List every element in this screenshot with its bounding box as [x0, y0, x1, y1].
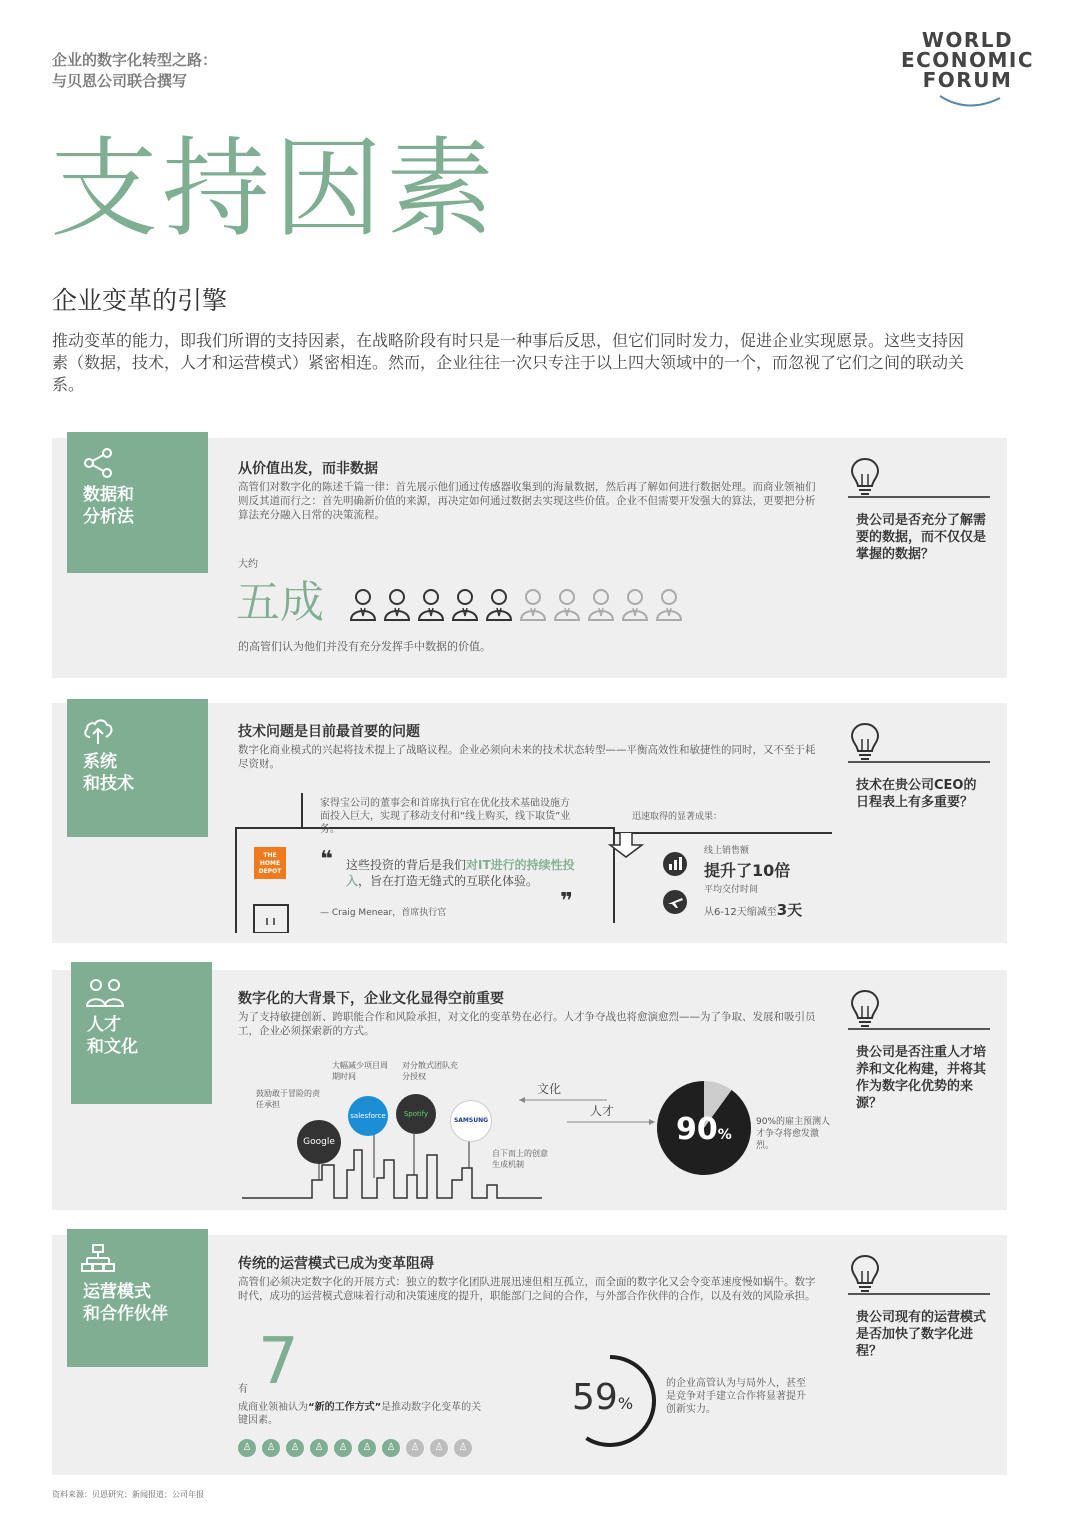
report-header-line1: 企业的数字化转型之路：: [52, 51, 218, 69]
section-body: 数字化商业模式的兴起将技术提上了战略议程。企业必须向未来的技术状态转型——平衡高效性和敏捷性的同时，又不至于耗尽资财。: [238, 744, 816, 770]
source-footer: 资料来源：贝恩研究；新闻报道；公司年报: [52, 1490, 204, 1499]
section-body: 高管们对数字化的陈述千篇一律：首先展示他们通过传感器收集到的海量数据，然后再了解如何进行数据处理。而商业领袖们则反其道而行之：首先明确新价值的来源，再决定如何通过数据去实现这些价值。企业不但需要开发强大的算法，更要把分析算法充分融入日常的决策流程。: [238, 481, 816, 521]
lightbulb-icon: [848, 456, 882, 498]
question-block: [848, 721, 993, 871]
lightbulb-icon: [848, 721, 882, 763]
quote-plain: 这些投资的背后是我们: [346, 858, 467, 872]
executive-person-icon: [654, 586, 684, 622]
leader-dot-icon: ♙: [262, 1439, 280, 1457]
ring-value-label: [572, 1377, 633, 1418]
leader-dot-icon: ♙: [430, 1439, 448, 1457]
cloud-upload-icon: [81, 713, 115, 747]
lightbulb-icon: [848, 988, 882, 1030]
culture-label: 文化: [537, 1082, 562, 1096]
section-tab-label: 运营模式 和合作伙伴: [83, 1282, 168, 1324]
question-text: 技术在贵公司CEO的日程表上有多重要？: [856, 778, 977, 810]
org-chart-icon: [81, 1243, 115, 1277]
section-data-analytics: [52, 438, 1007, 678]
bar-chart-icon: [662, 851, 688, 877]
executive-person-icon: [620, 586, 650, 622]
report-header: [52, 50, 217, 92]
home-depot-logo: THE HOME DEPOT: [254, 847, 286, 879]
report-header-line2: 与贝恩公司联合撰写: [52, 72, 188, 90]
result2-value: 3天: [776, 901, 803, 919]
wef-swoosh-icon: [900, 92, 1035, 112]
logo-line1: WORLD: [921, 28, 1014, 52]
result2-line: [704, 899, 802, 920]
ring-caption: 的企业高管认为与局外人，甚至是竞争对手建立合作将显著提升创新实力。: [666, 1378, 806, 1415]
lightbulb-icon: [848, 1253, 882, 1295]
stat-caption: [238, 1401, 488, 1427]
executive-person-icon: [382, 586, 412, 622]
wef-logo: [900, 30, 1035, 112]
section-tab-label: 数据和 分析法: [83, 485, 134, 527]
result2-mid: 缩减至: [746, 907, 777, 918]
leader-dot-icon: ♙: [406, 1439, 424, 1457]
leader-dot-icon: ♙: [382, 1439, 400, 1457]
talent-label: 人才: [590, 1104, 615, 1118]
pie-value-number: 90: [676, 1112, 718, 1147]
section-tab: [67, 432, 208, 573]
question-rule: [848, 1293, 990, 1295]
ceo-quote: [346, 857, 586, 889]
executive-icons-row: [348, 586, 688, 626]
section-body: 高管们必须决定数字化的开展方式：独立的数字化团队进展迅速但相互孤立，而全面的数字化又会令变革速度慢如蜗牛。数字时代，成功的运营模式意味着行动和决策速度的提升，职能部门之间的合作，与外部合作伙伴的合作，以及有效的风险承担。: [238, 1276, 816, 1302]
question-rule: [848, 496, 990, 498]
results-label: 迅速取得的显著成果：: [632, 812, 723, 822]
leader-dot-icon: ♙: [358, 1439, 376, 1457]
section-heading: 从价值出发，而非数据: [238, 461, 378, 477]
salesforce-caption: 大幅减少项目周期时间: [332, 1061, 388, 1081]
quote-rest: ，旨在打造无缝式的互联化体验。: [358, 874, 539, 888]
open-quote-icon: ❝: [320, 847, 333, 872]
question-block: [848, 988, 993, 1158]
leader-dot-icon: ♙: [286, 1439, 304, 1457]
samsung-caption: 自下而上的创意生成机制: [492, 1149, 548, 1169]
stat-caption-a: 成商业领袖认为: [238, 1402, 308, 1413]
logo-line2: ECONOMIC: [900, 48, 1035, 72]
quote-highlight: 对IT进行的持续性投入: [346, 858, 575, 888]
section-tab: [67, 1229, 208, 1367]
spotify-logo: Spotify: [396, 1094, 436, 1134]
executive-person-icon: [518, 586, 548, 622]
spotify-caption: 对分散式团队充分授权: [402, 1061, 458, 1081]
section-heading: 技术问题是目前最首要的问题: [238, 724, 420, 740]
airplane-icon: [662, 889, 688, 915]
section-tab: [71, 962, 212, 1104]
close-quote-icon: ❞: [560, 889, 573, 914]
leader-dot-icon: ♙: [238, 1439, 256, 1457]
executive-person-icon: [586, 586, 616, 622]
pie-value-label: [676, 1112, 732, 1147]
executive-person-icon: [416, 586, 446, 622]
question-rule: [848, 761, 990, 763]
quote-author: — Craig Menear，首席执行官: [320, 908, 447, 918]
stat-value: 五成: [236, 577, 324, 628]
stat-caption-b: “新的工作方式”: [308, 1402, 382, 1413]
section-tab: [67, 699, 208, 837]
executive-person-icon: [552, 586, 582, 622]
stat-caption: 的高管们认为他们并没有充分发挥手中数据的价值。: [238, 640, 491, 653]
executive-person-icon: [450, 586, 480, 622]
intro-paragraph: 推动变革的能力，即我们所谓的支持因素，在战略阶段有时只是一种事后反思，但它们同时发力，促进企业实现愿景。这些支持因素（数据，技术，人才和运营模式）紧密相连。然而，企业往往一次只专注于以上四大领域中的一个，而忽视了它们之间的联动关系。: [52, 331, 965, 394]
case-description: 家得宝公司的董事会和首席执行官在优化技术基础设施方面投入巨大，实现了移动支付和“线上购买，线下取货”业务。: [320, 798, 571, 835]
question-text: 贵公司是否充分了解需要的数据，而不仅仅是掌握的数据？: [856, 513, 987, 562]
pie-caption: 90%的雇主预测人才争夺将愈发激烈。: [756, 1117, 831, 1151]
pie-percent-sign: %: [717, 1127, 732, 1143]
executive-person-icon: [484, 586, 514, 622]
section-tab-label: 人才 和文化: [87, 1015, 138, 1057]
question-rule: [848, 1028, 990, 1030]
section-systems-technology: [52, 703, 1007, 943]
samsung-logo: SAMSUNG: [450, 1100, 492, 1142]
result2-prefix: 从6-12天: [704, 907, 747, 918]
salesforce-logo: salesforce: [348, 1096, 388, 1136]
result1-label: 线上销售额: [704, 846, 750, 856]
share-icon: [81, 446, 115, 480]
leader-dot-icon: ♙: [454, 1439, 472, 1457]
google-caption: 鼓励敢于冒险的责任承担: [256, 1089, 320, 1109]
question-text: 贵公司现有的运营模式是否加快了数字化进程？: [856, 1310, 987, 1359]
stat-value: 7: [258, 1325, 299, 1399]
section-body: 为了支持敏捷创新、跨职能合作和风险承担，对文化的变革势在必行。人才争夺战也将愈演愈烈——为了争取、发展和吸引员工，企业必须探索新的方式。: [238, 1011, 816, 1037]
section-heading: 数字化的大背景下，企业文化显得空前重要: [238, 991, 504, 1007]
google-logo: Google: [297, 1120, 341, 1164]
stat-prefix: 大约: [238, 559, 258, 570]
page-subtitle: 企业变革的引擎: [52, 286, 228, 315]
page-title: 支持因素: [50, 127, 499, 252]
section-talent-culture: [52, 970, 1007, 1210]
question-text: 贵公司是否注重人才培养和文化构建，并将其作为数字化优势的来源？: [856, 1045, 987, 1111]
leader-dot-icon: ♙: [310, 1439, 328, 1457]
stat-prefix: 有: [238, 1384, 248, 1395]
result1-value: 提升了10倍: [704, 861, 791, 880]
section-tab-label: 系统 和技术: [83, 752, 134, 794]
leader-dot-icon: ♙: [334, 1439, 352, 1457]
ring-percent-sign: %: [617, 1394, 634, 1413]
result2-label: 平均交付时间: [704, 885, 759, 895]
section-operating-model: [52, 1235, 1007, 1475]
ring-value-number: 59: [572, 1377, 618, 1418]
leader-dots-row: [238, 1435, 478, 1455]
executive-person-icon: [348, 586, 378, 622]
people-icon: [85, 976, 125, 1010]
stat-caption-c: 是推动数字化变革的关键因素。: [238, 1402, 482, 1426]
question-block: [848, 1253, 993, 1403]
logo-line3: FORUM: [922, 68, 1013, 92]
section-heading: 传统的运营模式已成为变革阻碍: [238, 1256, 434, 1272]
question-block: [848, 456, 993, 606]
